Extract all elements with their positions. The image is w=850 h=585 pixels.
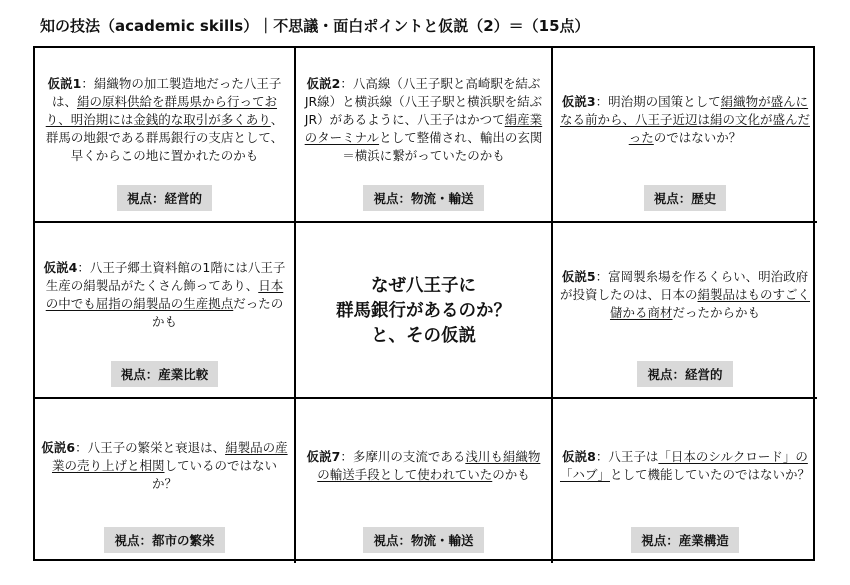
viewpoint-tag: 視点：都市の繁栄 [104,527,224,553]
hypothesis-6-underlined: 絹製品の産業の売り上げと相関 [51,440,288,473]
hypothesis-3-part2: のではないか？ [653,129,742,145]
hypothesis-7-underlined: 浅川も絹織物の輸送手段として使われていた [317,449,541,482]
central-question-cell [296,223,553,399]
hypothesis-6-part1: ：八王子の繁栄と衰退は、 [75,440,226,455]
hypothesis-8-label: 仮説8 [562,449,596,464]
hypothesis-4-underlined: 日本の中でも屈指の絹製品の生産拠点 [45,278,284,311]
hypothesis-7-part2: のかも [492,467,530,482]
hypothesis-5-part2: だったからかも [672,305,761,320]
viewpoint-tag: 視点：経営的 [637,361,732,387]
hypothesis-1-label: 仮説1 [47,75,82,91]
hypothesis-7-label: 仮説7 [306,449,341,464]
page-title: 知の技法（academic skills）｜不思議・面白ポイントと仮説（2）＝（15点） [40,17,590,35]
viewpoint-tag: 視点：物流・輸送 [363,527,483,553]
hypothesis-3-cell [553,48,817,223]
hypothesis-1-text [41,60,288,179]
viewpoint-tag: 視点：歴史 [644,185,727,211]
hypothesis-8-text [559,411,811,521]
hypothesis-2-text [302,60,545,179]
hypothesis-1-part1: ：絹織物の加工製造地だった八王子は、 [51,75,282,109]
hypothesis-4-label: 仮説4 [43,260,78,275]
hypothesis-6-part2: しているのではないか？ [151,458,278,491]
hypothesis-8-part2: として機能していたのではないか？ [610,467,811,482]
hypothesis-4-part2: だったのかも [151,296,284,329]
hypothesis-3-text [559,60,811,179]
hypothesis-2-cell [296,48,553,223]
central-question-line1: なぜ八王子に [371,275,476,296]
viewpoint-tag: 視点：産業構造 [631,527,739,553]
hypothesis-2-part2: として整備され、輸出の玄関＝横浜に繋がっていたのかも [342,129,543,163]
hypothesis-3-part1: ：明治期の国策として [595,93,721,109]
hypothesis-4-cell [35,223,296,399]
hypothesis-6-cell [35,399,296,563]
hypothesis-7-text [302,411,545,521]
hypothesis-7-part1: ：多摩川の支流である [340,449,466,464]
viewpoint-tag: 視点：産業比較 [111,361,219,387]
hypothesis-8-cell [553,399,817,563]
hypothesis-3-underlined: 絹織物が盛んになる前から、八王子近辺は絹の文化が盛んだった [559,93,810,145]
hypothesis-5-text [559,235,811,355]
hypothesis-8-part1: ：八王子は [595,449,659,464]
hypothesis-5-cell [553,223,817,399]
hypothesis-8-underlined: 「日本のシルクロード」の「ハブ」 [559,449,808,482]
viewpoint-tag: 視点：経営的 [117,185,212,211]
hypothesis-6-text [41,411,288,521]
hypothesis-1-underlined: 絹の原料供給を群馬県から行っており、明治期には金銭的な取引が多くあり [45,93,278,127]
hypothesis-7-cell [296,399,553,563]
hypothesis-2-underlined: 絹産業のターミナル [304,111,543,145]
hypothesis-4-text [41,235,288,355]
hypothesis-5-underlined: 絹製品はものすごく儲かる商材 [609,287,811,320]
central-question-line2: 群馬銀行があるのか？ [336,300,511,321]
central-question-line3: と、その仮説 [371,325,476,346]
hypothesis-4-part1: ：八王子郷土資料館の1階には八王子生産の絹製品がたくさん飾ってあり、 [45,260,286,293]
hypothesis-5-label: 仮説5 [561,269,596,284]
hypothesis-2-label: 仮説2 [306,75,341,91]
hypothesis-6-label: 仮説6 [41,440,76,455]
hypothesis-1-part2: 、群馬の地銀である群馬銀行の支店として、早くからこの地に置かれたのかも [45,111,284,163]
hypothesis-3-label: 仮説3 [561,93,596,109]
viewpoint-tag: 視点：物流・輸送 [363,185,483,211]
hypothesis-grid [33,46,815,561]
hypothesis-5-part1: ：富岡製糸場を作るくらい、明治政府が投資したのは、日本の [559,269,809,302]
hypothesis-1-cell [35,48,296,223]
hypothesis-2-part1: ：八高線（八王子駅と高崎駅を結ぶJR線）と横浜線（八王子駅と横浜駅を結ぶJR）があるように、八王子はかつて [304,75,543,127]
